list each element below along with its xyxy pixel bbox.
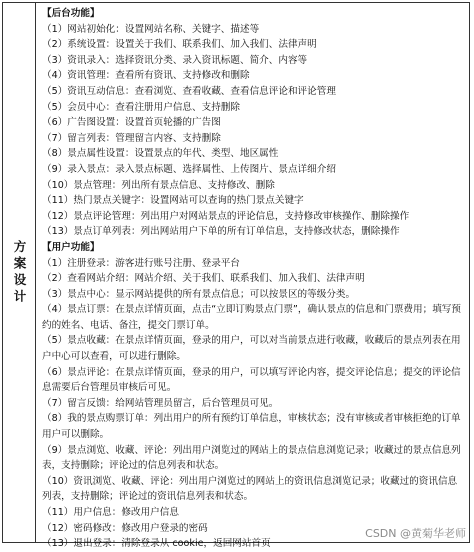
backend-item: （8）景点属性设置：设置景点的年代、类型、地区属性 xyxy=(42,148,279,160)
frontend-item: （8）我的景点购票订单：列出用户的所有预约订单信息，审核状态；没有审核或者审核拒绝的订单用户可以删除。 xyxy=(42,413,461,441)
backend-item: （2）系统设置：设置关于我们、联系我们、加入我们、法律声明 xyxy=(42,39,317,51)
backend-item: （9）录入景点：录入景点标题、选择属性、上传图片、景点详细介绍 xyxy=(42,163,336,175)
backend-item: （7）留言列表：管理留言内容、支持删除 xyxy=(42,132,221,144)
content-cell xyxy=(36,3,469,550)
frontend-item: （13）退出登录：清除登录从 cookie，返回网站首页 xyxy=(42,538,271,550)
frontend-item: （7）留言反馈：给网站管理员留言，后台管理员可见。 xyxy=(42,397,279,409)
backend-item: （1）网站初始化：设置网站名称、关键字、描述等 xyxy=(42,23,260,35)
frontend-item: （2）查看网站介绍：网站介绍、关于我们、联系我们、加入我们、法律声明 xyxy=(42,273,365,285)
frontend-item: （11）用户信息：修改用户信息 xyxy=(42,507,179,518)
frontend-item: （3）景点中心：显示网站提供的所有景点信息；可以按景区的等级分类。 xyxy=(42,288,356,300)
side-label: 方案设计 xyxy=(12,239,27,306)
frontend-item: （5）景点收藏：在景点详情页面，登录的用户，可以对当前景点进行收藏，收藏后的景点列表在用户中心可以查看，可以进行删除。 xyxy=(42,335,461,363)
csdn-watermark: CSDN @黄菊华老师 xyxy=(365,527,466,540)
backend-item: （6）广告图设置：设置首页轮播的广告图 xyxy=(42,117,221,129)
backend-item: （13）景点订单列表：列出网站用户下单的所有订单信息，支持修改状态，删除操作 xyxy=(42,226,400,238)
frontend-item: （4）景点订票：在景点详情页面，点击“立即订购景点门票”，确认景点的信息和门票费用；填写预约的姓名、电话、备注，提交门票订单。 xyxy=(42,304,461,331)
backend-item: （5）资讯互动信息：查看浏览、查看收藏、查看信息评论和评论管理 xyxy=(42,85,336,97)
frontend-heading: 【用户功能】 xyxy=(42,241,100,253)
spec-table xyxy=(2,2,470,550)
backend-item: （3）资讯录入：选择资讯分类、录入资讯标题、简介、内容等 xyxy=(42,54,308,66)
frontend-item: （10）资讯浏览、收藏、评论：列出用户浏览过的网站上的资讯信息浏览记录；收藏过的资讯信息列表，支持删除；评论过的资讯信息列表和状态。 xyxy=(42,475,458,503)
frontend-item: （1）注册登录：游客进行账号注册、登录平台 xyxy=(42,257,240,269)
backend-heading: 【后台功能】 xyxy=(42,8,100,19)
backend-item: （4）资讯管理：查看所有资讯、支持修改和删除 xyxy=(42,70,250,82)
backend-item: （10）景点管理：列出所有景点信息、支持修改、删除 xyxy=(42,179,275,191)
side-cell xyxy=(3,3,36,542)
frontend-item: （12）密码修改：修改用户登录的密码 xyxy=(42,522,208,534)
backend-item: （11）热门景点关键字：设置网站可以查询的热门景点关键字 xyxy=(42,195,304,207)
backend-item: （5）会员中心：查看注册用户信息、支持删除 xyxy=(42,101,240,113)
frontend-item: （6）景点评论：在景点详情页面，登录的用户，可以填写评论内容，提交评论信息；提交的评论信息需要后台管理员审核后可见。 xyxy=(42,366,461,394)
frontend-item: （9）景点浏览、收藏、评论：列出用户浏览过的网站上的景点信息浏览记录；收藏过的景点信息列表，支持删除；评论过的信息列表和状态。 xyxy=(42,444,461,472)
backend-item: （12）景点评论管理：列出用户对网站景点的评论信息，支持修改审核操作、删除操作 xyxy=(42,210,410,222)
